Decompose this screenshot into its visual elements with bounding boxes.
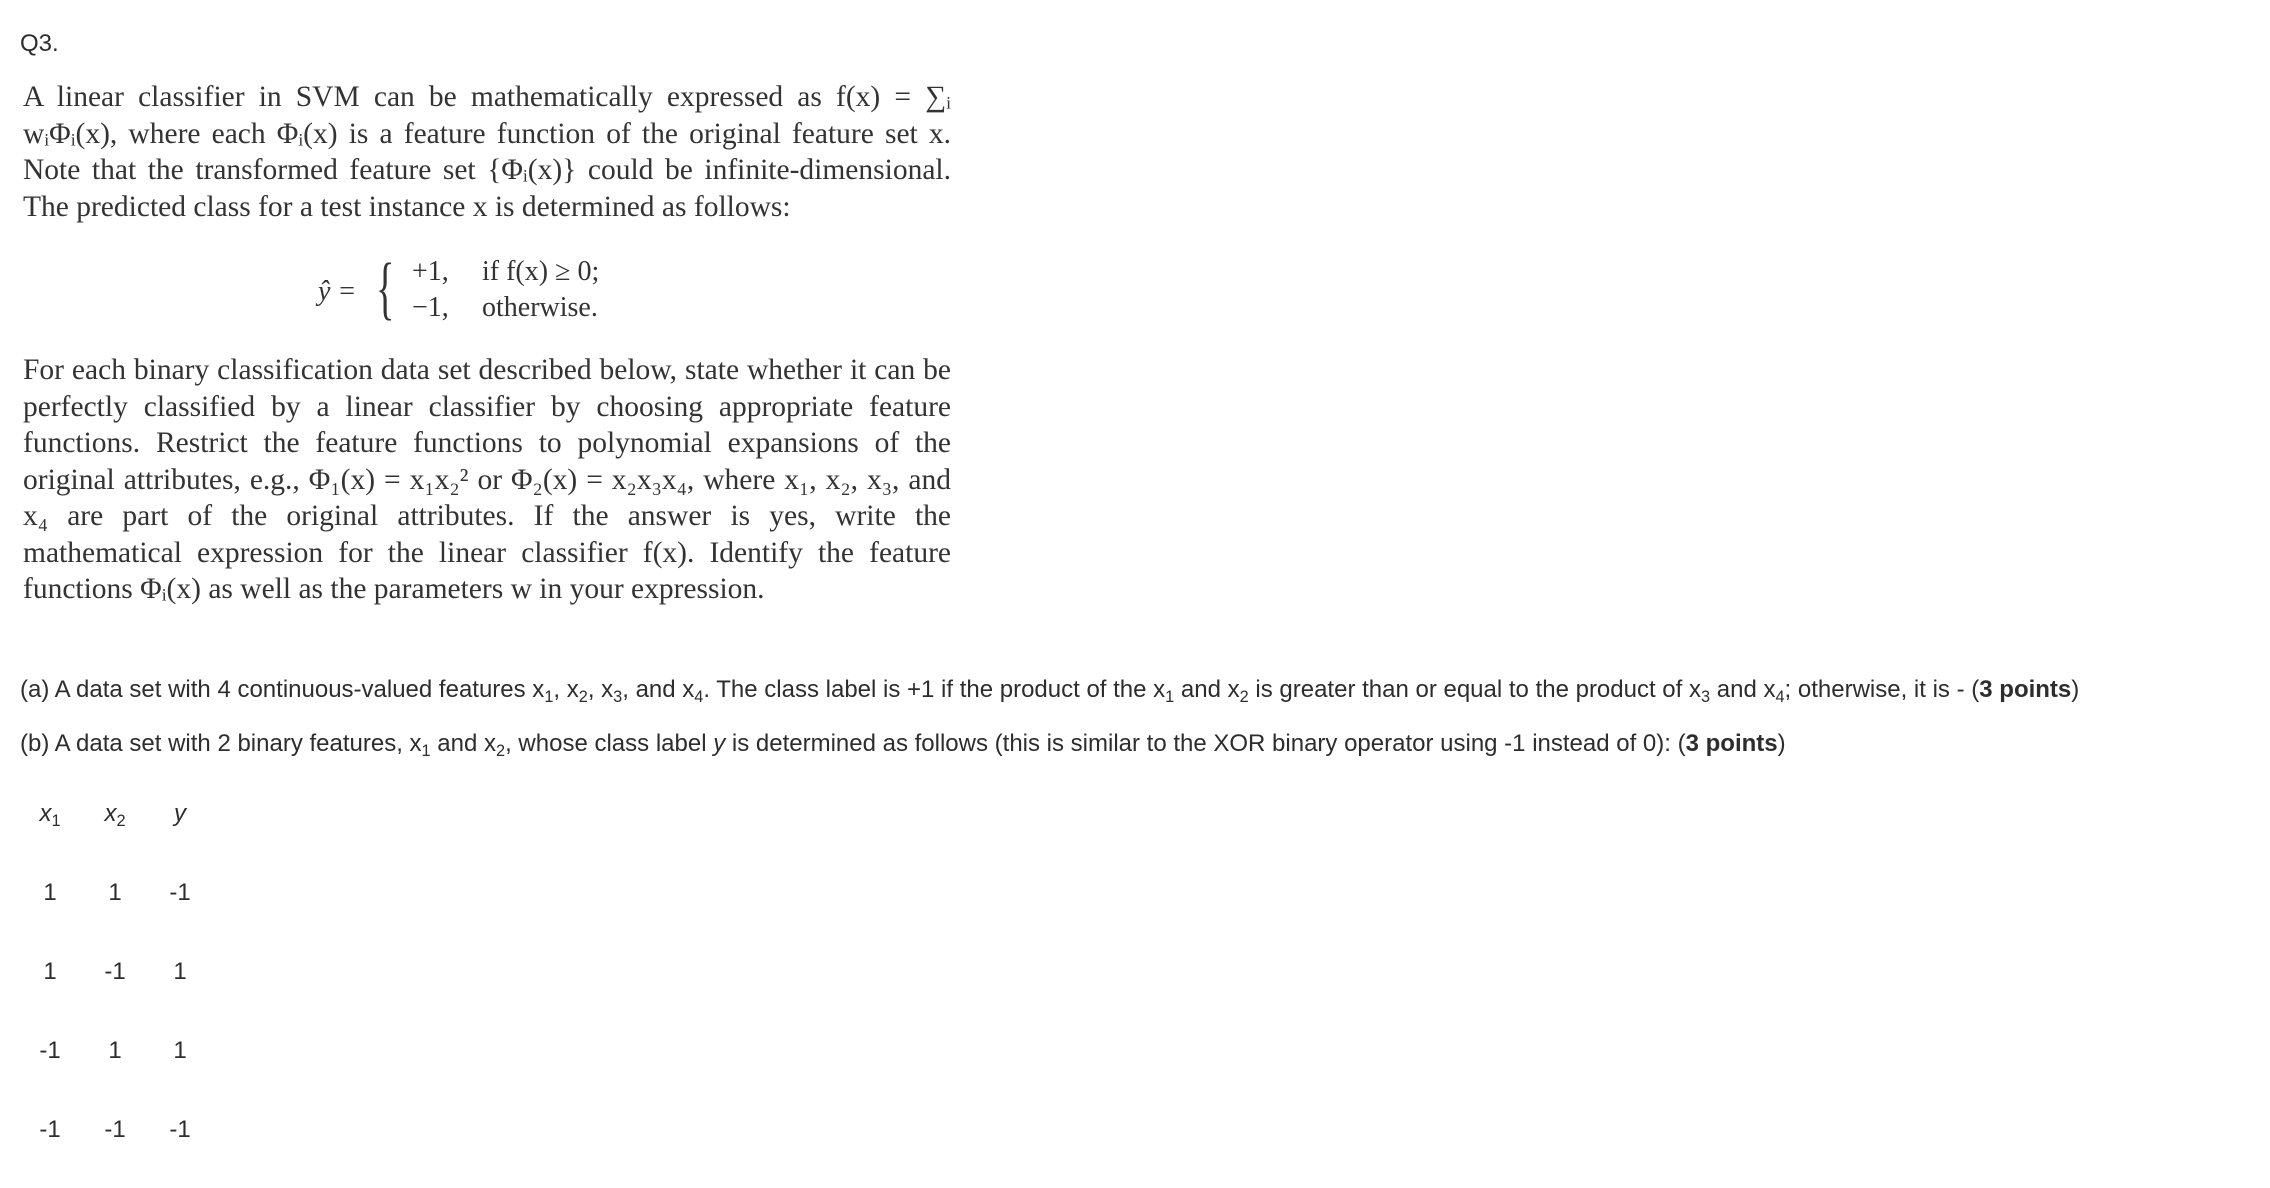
part-a-points: 3 points xyxy=(1979,676,2072,703)
table-cell: -1 xyxy=(39,1116,61,1143)
case1-value: +1, xyxy=(412,256,449,287)
table-header-3: y xyxy=(174,800,186,827)
equation-lhs: ŷ = xyxy=(318,276,357,307)
part-a-question: (a) A data set with 4 continuous-valued features $x_1$, $x_2$, $x_3$, and $x_4$. The class label is +1 if the product of the $x_1$ and $x_2$ is greater than or equal to the product of $x_3$ and $x_4$; otherwise, it is - (3 points) xyxy=(20,676,2080,706)
table-header-2: $x_2$ xyxy=(104,800,126,830)
case1-condition: if f(x) ≥ 0; xyxy=(482,256,600,287)
table-cell: 1 xyxy=(43,879,57,906)
table-cell: 1 xyxy=(108,879,122,906)
instructions-paragraph: For each binary classification data set described below, state whether it can be perfectly classified by a linear classifier by choosing appropriate feature functions. Restrict the feature functions to polynomial expansions of the original attributes, e.g., Φ₁(x) = x₁x₂² or Φ₂(x) = x₂x₃x₄, where x₁, x₂, x₃, and x₄ are part of the original attributes. If the answer is yes, write the mathematical expression for the linear classifier f(x). Identify the feature functions Φᵢ(x) as well as the parameters w in your expression. xyxy=(23,354,951,605)
part-b-points: 3 points xyxy=(1685,730,1778,757)
case2-value: −1, xyxy=(412,292,449,323)
equation-brace: { xyxy=(376,250,395,327)
equation-case-positive xyxy=(412,256,599,288)
table-cell: 1 xyxy=(108,1037,122,1064)
part-b-question: (b) A data set with 2 binary features, $x_1$ and $x_2$, whose class label y is determined as follows (this is similar to the XOR binary operator using -1 instead of 0): (3 points) xyxy=(20,730,1786,760)
table-cell: 1 xyxy=(173,958,187,985)
prediction-equation xyxy=(318,250,678,330)
table-cell: 1 xyxy=(43,958,57,985)
table-cell: -1 xyxy=(169,879,191,906)
intro-paragraph: A linear classifier in SVM can be mathematically expressed as f(x) = ∑ᵢ wᵢΦᵢ(x), where each Φᵢ(x) is a feature function of the original feature set x. Note that the transformed feature set {Φᵢ(x)} could be infinite-dimensional. The predicted class for a test instance x is determined as follows: xyxy=(23,81,951,223)
table-cell: 1 xyxy=(173,1037,187,1064)
case2-condition: otherwise. xyxy=(482,292,598,323)
table-header-1: $x_1$ xyxy=(39,800,61,830)
table-cell: -1 xyxy=(169,1116,191,1143)
table-cell: -1 xyxy=(104,1116,126,1143)
table-cell: -1 xyxy=(104,958,126,985)
equation-case-negative xyxy=(412,292,598,324)
table-cell: -1 xyxy=(39,1037,61,1064)
question-label: Q3. xyxy=(20,30,59,57)
